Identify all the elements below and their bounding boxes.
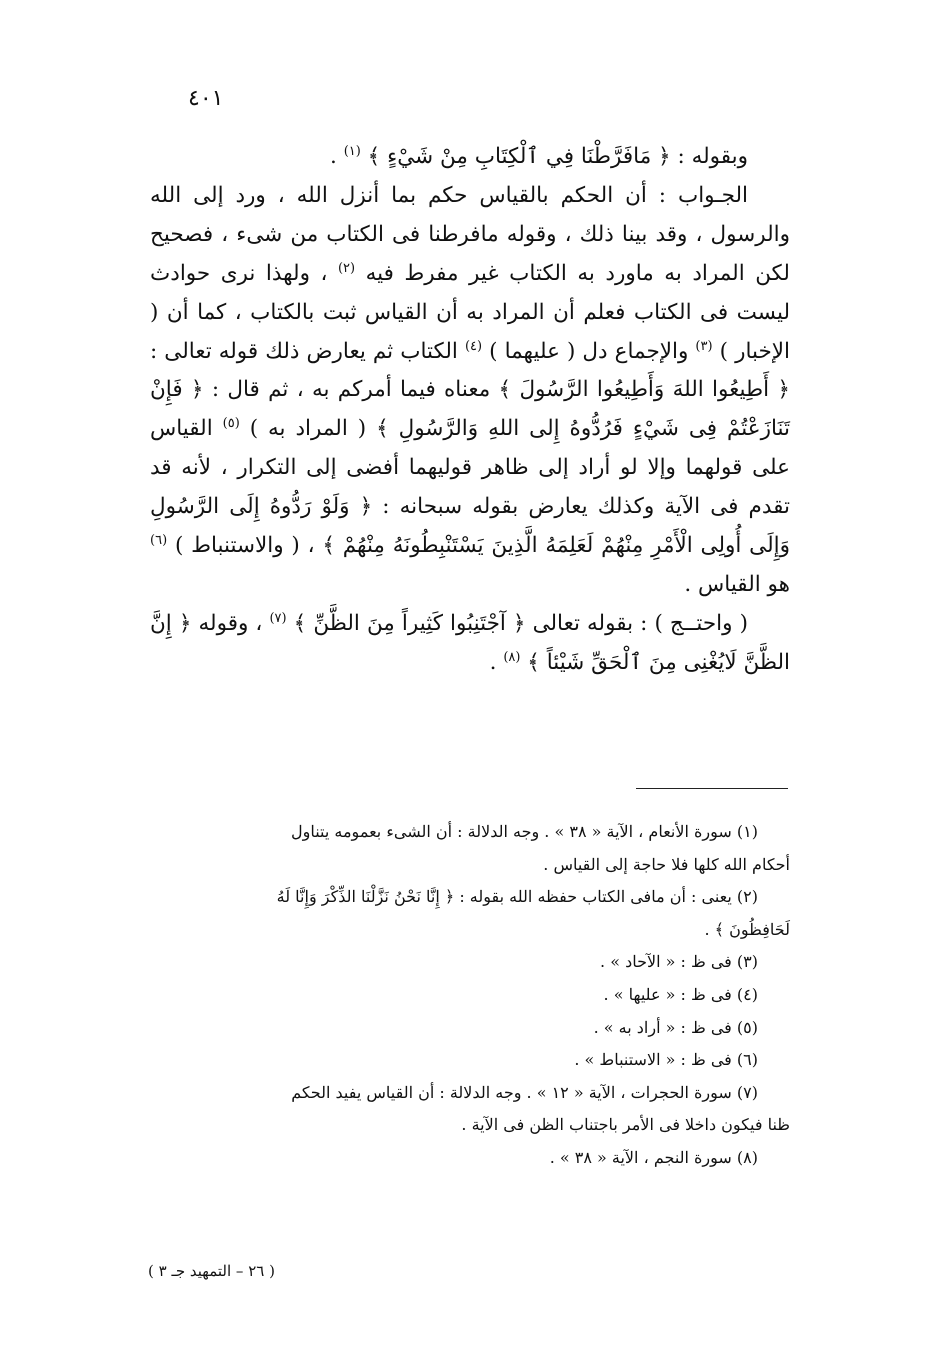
footnote-4: (٤) فى ظ : « عليها » .: [603, 984, 758, 1004]
text-run: .: [330, 144, 344, 169]
footnote-2-continued: لَحَافِظُونَ ﴾ .: [704, 919, 790, 939]
main-text: [150, 138, 790, 683]
paragraph-argument: [150, 605, 790, 683]
footnote-ref-6: (٦): [150, 532, 168, 548]
footnote-ref-7: (٧): [269, 610, 287, 626]
footnote-ref-1: (١): [343, 143, 361, 159]
footnote-7: (٧) سورة الحجرات ، الآية « ١٢ » . وجه الدلالة : أن القياس يفيد الحكم: [291, 1082, 758, 1102]
printer-signature: ( ٢٦ – التمهيد جـ ٣ ): [148, 1262, 275, 1280]
footnote-7-continued: ظنا فيكون داخلا فى الأمر باجتناب الظن فى الآية .: [461, 1115, 790, 1135]
footnote-8: (٨) سورة النجم ، الآية « ٣٨ » .: [549, 1147, 758, 1167]
text-run: الجـواب : أن الحكم بالقياس حكم بما أنزل الله ، ورد إلى الله والرسول ، وقد بينا ذلك ، وقوله مافرطنا فى الكتاب من شىء ، فصحيح لكن المراد به ماورد به الكتاب غير مفرط فيه: [150, 182, 790, 286]
footnote-1-continued: أحكام الله كلها فلا حاجة إلى القياس .: [543, 854, 790, 874]
text-run: .: [489, 649, 504, 675]
text-run: ، وقوله ﴿ إِنَّ الظَّنَّ لَايُغْنِى مِنَ ٱلْحَقِّ شَيْئاً ﴾: [150, 610, 790, 675]
footnote-ref-5: (٥): [222, 416, 240, 432]
footnote-divider: [636, 788, 788, 789]
footnote-ref-2: (٢): [337, 260, 356, 276]
text-run: هو القياس .: [684, 571, 790, 597]
footnote-ref-3: (٣): [695, 338, 713, 354]
footnote-3: (٣) فى ظ : « الآحاد » .: [600, 952, 758, 972]
page-number: ٤٠١: [188, 86, 224, 111]
text-run: وبقوله : ﴿ مَافَرَّطْنَا فِي ٱلْكِتَابِ مِنْ شَيْءٍ ﴾: [367, 144, 748, 169]
paragraph-quran-claim: [150, 138, 790, 177]
footnote-6: (٦) فى ظ : « الاستنباط » .: [574, 1050, 758, 1070]
text-run: والإجماع دل ( عليهما ): [489, 338, 696, 364]
footnote-1: (١) سورة الأنعام ، الآية « ٣٨ » . وجه الدلالة : أن الشىء بعمومه يتناول: [290, 822, 758, 841]
text-run: الكتاب ثم يعارض ذلك قوله تعالى : ﴿ أَطِيعُوا اللهَ وَأَطِيعُوا الرَّسُولَ ﴾ معناه فيما أمركم به ، ثم قال : ﴿ فَإِنْ تَنَازَعْتُمْ فِى شَيْءٍ فَرُدُّوهُ إِلى اللهِ وَالرَّسُولِ ﴾ ( المراد به ): [150, 338, 790, 442]
footnote-ref-8: (٨): [503, 649, 521, 665]
footnote-ref-4: (٤): [464, 338, 483, 354]
text-run: ، ولهذا نرى حوادث ليست فى الكتاب فعلم أن المراد به أن القياس ثبت بالكتاب ، كما أن ( الإخبار ): [150, 260, 791, 364]
footnotes: [150, 816, 790, 1175]
text-run: القياس على قولهما وإلا لو أراد إلى ظاهر قوليهما أفضى إلى التكرار ، لأنه قد تقدم فى الآية وكذلك يعارض بقوله سبحانه : ﴿ وَلَوْ رَدُّوهُ إِلَى الرَّسُولِ وَإِلَى أُولِى الْأَمْرِ مِنْهُمْ لَعَلِمَهُ الَّذِينَ يَسْتَنْبِطُونَهُ مِنْهُمْ ﴾ ، ( والاستنباط ): [150, 416, 790, 559]
footnote-2: (٢) يعنى : أن مافى الكتاب حفظه الله بقوله : ﴿ إِنَّا نَحْنُ نَزَّلْنَا الذِّكْرَ وَإِنَّا لَهُ: [276, 887, 758, 907]
text-run: ( واحتــج ) : بقوله تعالى ﴿ آجْتَنِبُوا كَثِيراً مِنَ الظَّنِّ ﴾: [293, 610, 748, 636]
paragraph-answer: [150, 177, 790, 605]
footnote-5: (٥) فى ظ : « أراد به » .: [593, 1017, 758, 1037]
